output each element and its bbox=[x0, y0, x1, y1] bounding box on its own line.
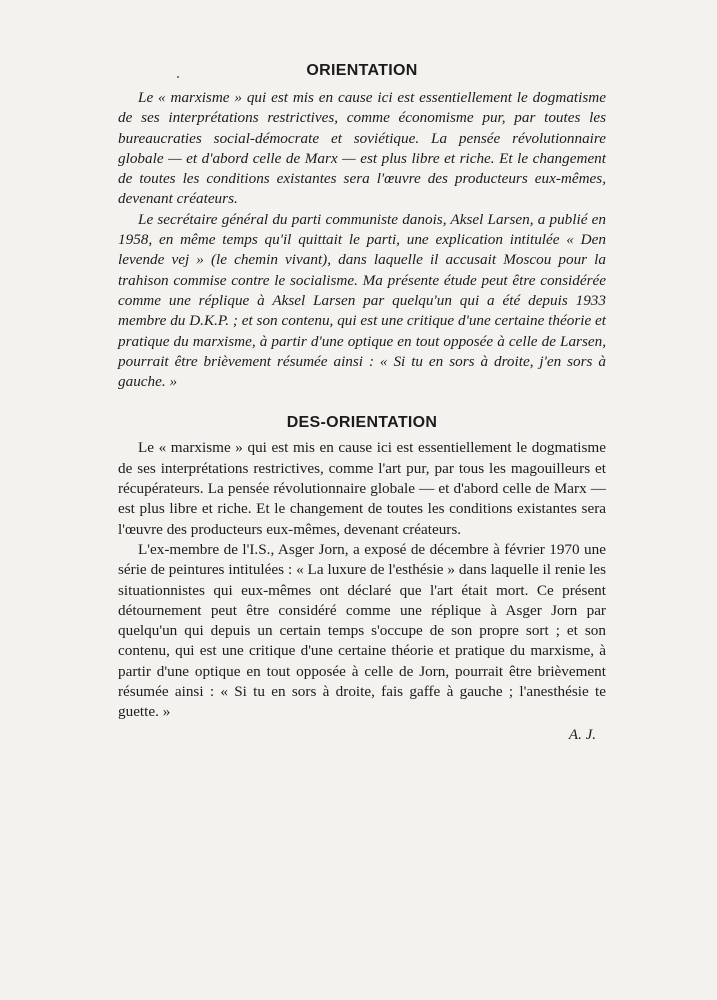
des-orientation-paragraph-1: Le « marxisme » qui est mis en cause ici est essentiellement le dogmatisme de ses interprétations restrictives, comme l'art pur, par tous les magouilleurs et récupérateurs. La pensée révolutionnaire globale — et d'abord celle de Marx — est plus libre et riche. Et le changement de toutes les conditions existantes sera l'œuvre des producteurs eux-mêmes, devenant créateurs. bbox=[118, 439, 606, 538]
document-page bbox=[118, 60, 606, 745]
des-orientation-heading: DES-ORIENTATION bbox=[286, 414, 438, 432]
author-signature: A. J. bbox=[568, 726, 596, 743]
orientation-paragraph-2: Le secrétaire général du parti communiste danois, Aksel Larsen, a publié en 1958, en même temps qu'il quittait le parti, une explication intitulée « Den levende vej » (le chemin vivant), dans laquelle il accusait Moscou pour la trahison commise contre le socialisme. Ma présente étude peut être considérée comme une réplique à Aksel Larsen par quelqu'un qui a été depuis 1933 membre du D.K.P. ; et son contenu, qui est une critique d'une certaine théorie et pratique du marxisme, à partir d'une optique en tout opposée à celle de Larsen, pourrait être brièvement résumée ainsi : « Si tu en sors à droite, j'en sors à gauche. » bbox=[118, 210, 606, 391]
des-orientation-section bbox=[118, 412, 606, 744]
orientation-heading: ORIENTATION bbox=[306, 62, 418, 79]
orientation-section bbox=[118, 60, 606, 392]
orientation-paragraph-1: Le « marxisme » qui est mis en cause ici est essentiellement le dogmatisme de ses interprétations restrictives, comme économisme pur, par toutes les bureaucraties social-démocrate et soviétique. La pensée révolutionnaire globale — et d'abord celle de Marx — est plus libre et riche. Et le changement de toutes les conditions existantes sera l'œuvre des producteurs eux-mêmes, devenant créateurs. bbox=[118, 89, 606, 208]
des-orientation-paragraph-2: L'ex-membre de l'I.S., Asger Jorn, a exposé de décembre à février 1970 une série de peintures intitulées : « La luxure de l'esthésie » dans laquelle il renie les situationnistes qui eux-mêmes ont déclaré que l'art était mort. Ce présent détournement peut être considéré comme une réplique à Asger Jorn par quelqu'un qui depuis un certain temps s'occupe de son propre sort ; et son contenu, qui est une critique d'une certaine théorie et pratique du marxisme, à partir d'une optique en tout opposée à celle de Jorn, pourrait être brièvement résumée ainsi : « Si tu en sors à droite, fais gaffe à gauche ; l'anesthésie te guette. » bbox=[118, 540, 606, 721]
